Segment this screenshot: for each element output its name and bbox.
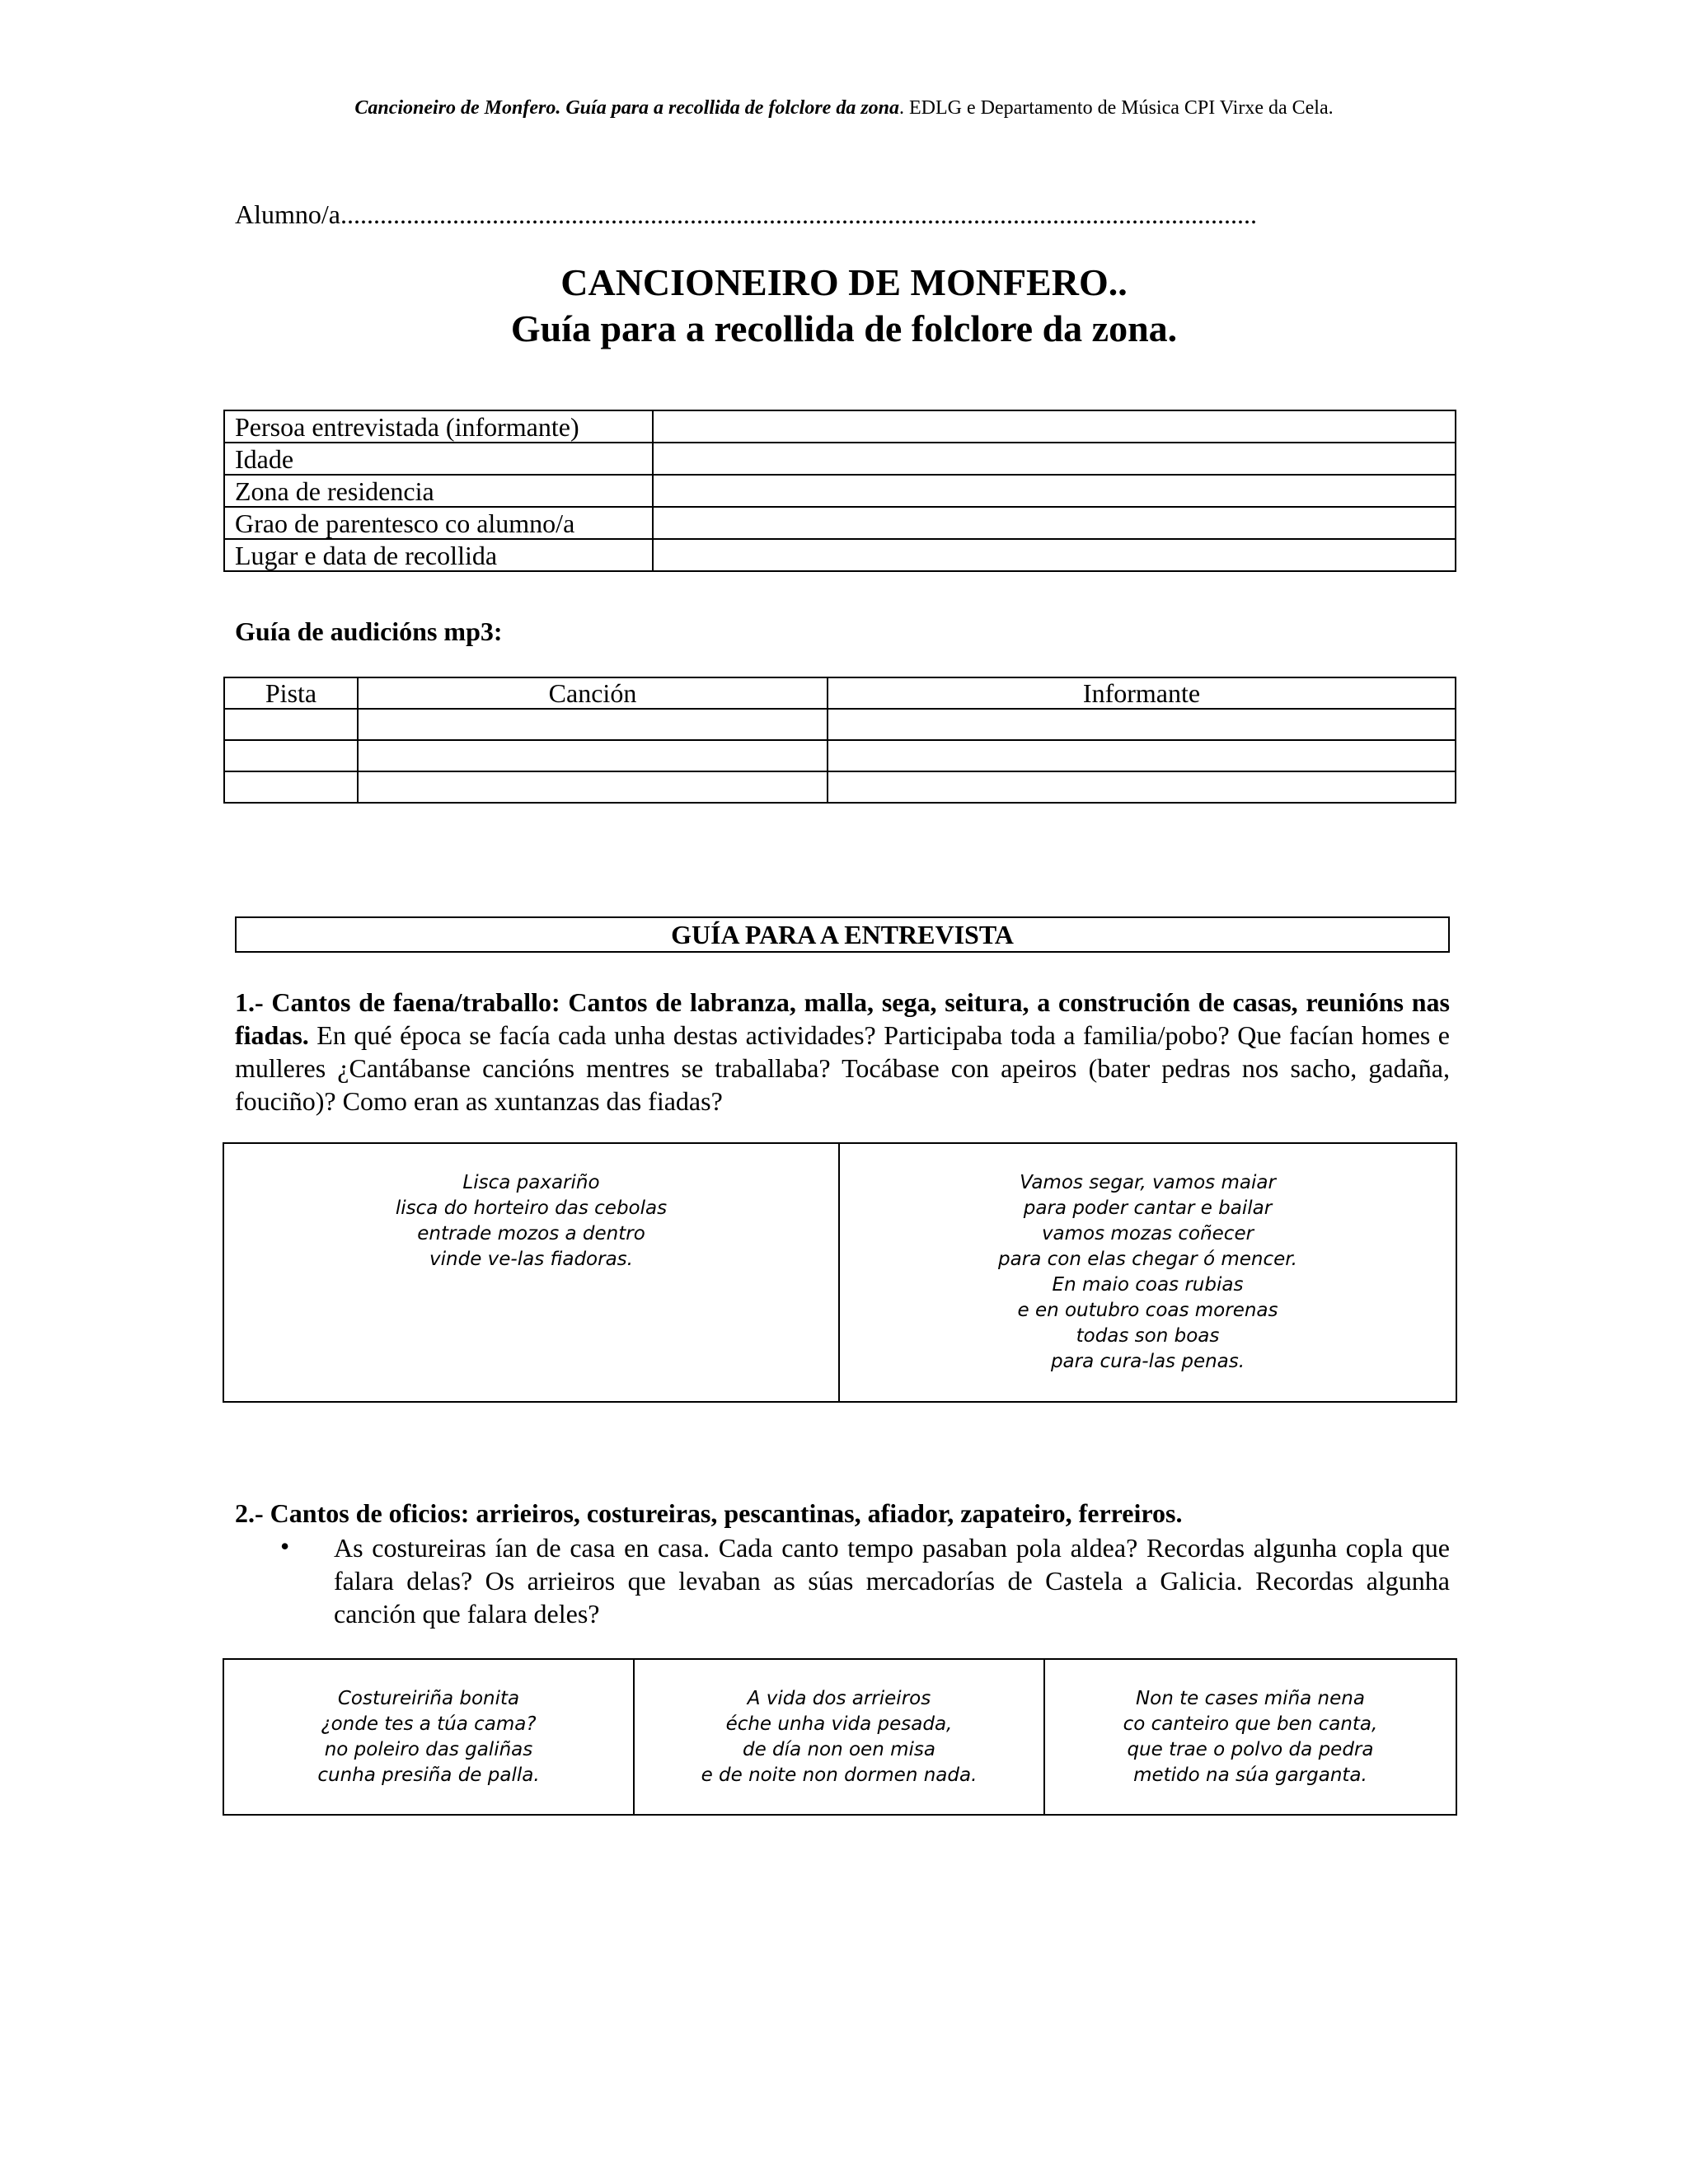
verse-line: para con elas chegar ó mencer. (998, 1249, 1297, 1270)
kinship-label: Grao de parentesco co alumno/a (224, 507, 653, 539)
table-row (224, 475, 1456, 507)
age-value[interactable] (653, 443, 1456, 475)
verse-line: e en outubro coas morenas (1017, 1300, 1278, 1321)
verse-line: En maio coas rubias (1052, 1274, 1244, 1296)
verse-line: ¿onde tes a túa cama? (321, 1713, 537, 1735)
table-row (224, 740, 1456, 771)
informant-label: Persoa entrevistada (informante) (224, 410, 653, 443)
age-label: Idade (224, 443, 653, 475)
track-cell[interactable] (224, 771, 358, 803)
verse-cell (224, 1660, 635, 1814)
verse-line: entrade mozos a dentro (417, 1223, 645, 1244)
verse-line: metido na súa garganta. (1133, 1765, 1367, 1786)
track-cell[interactable] (224, 740, 358, 771)
song-cell[interactable] (358, 709, 828, 740)
table-row (224, 677, 1456, 709)
verse-cell (635, 1660, 1045, 1814)
kinship-value[interactable] (653, 507, 1456, 539)
section-1-heading: 1.- Cantos de faena/traballo: Cantos de labranza, malla, sega, seitura, a construción de casas, reunións nas fiadas. (235, 987, 1450, 1050)
header-credits: . EDLG e Departamento de Música CPI Virxe da Cela. (899, 97, 1334, 119)
verse-line: Lisca paxariño (462, 1172, 600, 1193)
verse-line: co canteiro que ben canta, (1123, 1713, 1378, 1735)
tracks-table (223, 677, 1456, 804)
verse-line: que trae o polvo da pedra (1127, 1739, 1374, 1760)
informant-table (223, 410, 1456, 572)
verse-line: Vamos segar, vamos maiar (1020, 1172, 1276, 1193)
section-2-bullet-text: As costureiras ían de casa en casa. Cada canto tempo pasaban pola aldea? Recordas algunha copla que falara delas? Os arrieiros que levaban as súas mercadorías de Castela a Galicia. Recordas algunha canción que falara deles? (334, 1533, 1450, 1629)
verse-line: todas son boas (1076, 1325, 1220, 1347)
residence-label: Zona de residencia (224, 475, 653, 507)
verse-cell (1045, 1660, 1456, 1814)
informant-cell[interactable] (828, 771, 1456, 803)
place-date-label: Lugar e data de recollida (224, 539, 653, 571)
place-date-value[interactable] (653, 539, 1456, 571)
table-row (224, 771, 1456, 803)
informant-value[interactable] (653, 410, 1456, 443)
verse-line: de día non oen misa (742, 1739, 935, 1760)
song-cell[interactable] (358, 771, 828, 803)
col-header-song: Canción (358, 677, 828, 709)
table-row (224, 539, 1456, 571)
section-1-text: En qué época se facía cada unha destas actividades? Participaba toda a familia/pobo? Que facían homes e mulleres ¿Cantábanse cancións mentres se traballaba? Tocábase con apeiros (bater pedras nos sacho, gadaña, fouciño)? Como eran as xuntanzas das fiadas? (235, 1020, 1450, 1116)
verse-line: Non te cases miña nena (1135, 1688, 1365, 1709)
table-row (224, 410, 1456, 443)
informant-cell[interactable] (828, 740, 1456, 771)
track-cell[interactable] (224, 709, 358, 740)
header-title: Cancioneiro de Monfero. Guía para a recollida de folclore da zona (354, 97, 899, 119)
verse-line: cunha presiña de palla. (317, 1765, 540, 1786)
informant-cell[interactable] (828, 709, 1456, 740)
student-name-line: Alumno/a........................................................................................................................................... (235, 199, 1257, 229)
residence-value[interactable] (653, 475, 1456, 507)
song-cell[interactable] (358, 740, 828, 771)
col-header-track: Pista (224, 677, 358, 709)
section-2-heading: 2.- Cantos de oficios: arrieiros, costureiras, pescantinas, afiador, zapateiro, ferreiros. (235, 1498, 1183, 1528)
section-1-paragraph (235, 986, 1450, 1118)
verse-cell (224, 1144, 840, 1401)
page-header (0, 97, 1688, 120)
verse-line: para cura-las penas. (1050, 1351, 1245, 1372)
verse-line: vinde ve-las fiadoras. (429, 1249, 633, 1270)
verse-line: e de noite non dormen nada. (701, 1765, 978, 1786)
table-row (224, 507, 1456, 539)
verses-box-2 (223, 1658, 1457, 1816)
table-row (224, 709, 1456, 740)
verse-cell (840, 1144, 1456, 1401)
verse-line: para poder cantar e bailar (1023, 1197, 1273, 1219)
audio-guide-heading: Guía de audicións mp3: (235, 616, 503, 646)
verse-line: éche unha vida pesada, (725, 1713, 953, 1735)
page-title: CANCIONEIRO DE MONFERO.. (560, 261, 1128, 303)
verse-line: lisca do horteiro das cebolas (395, 1197, 668, 1219)
col-header-informant: Informante (828, 677, 1456, 709)
table-row (224, 443, 1456, 475)
interview-guide-heading: GUÍA PARA A ENTREVISTA (235, 916, 1450, 953)
verse-line: vamos mozas coñecer (1041, 1223, 1254, 1244)
page-subtitle: Guía para a recollida de folclore da zona. (510, 307, 1178, 349)
verses-box-1 (223, 1142, 1457, 1403)
bullet-icon: • (280, 1531, 290, 1561)
verse-line: A vida dos arrieiros (747, 1688, 931, 1709)
verse-line: Costureiriña bonita (337, 1688, 520, 1709)
verse-line: no poleiro das galiñas (324, 1739, 533, 1760)
